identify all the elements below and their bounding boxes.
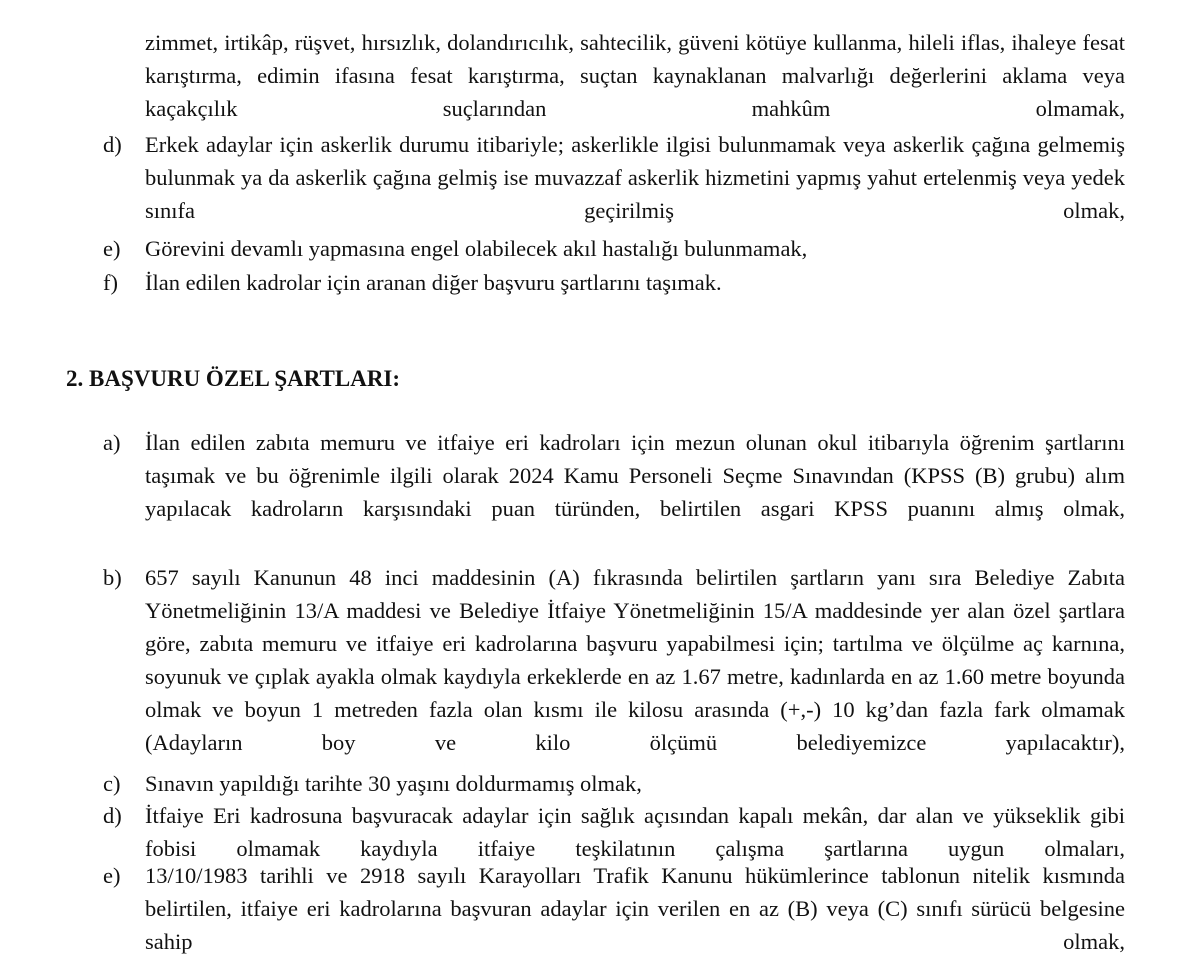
list-item-label: e)	[103, 236, 121, 261]
list-item-text: İlan edilen kadrolar için aranan diğer başvuru şartlarını taşımak.	[145, 270, 722, 295]
list-item-label: a)	[103, 430, 121, 455]
list-item-text: Erkek adaylar için askerlik durumu itibariyle; askerlikle ilgisi bulunmamak veya askerlik çağına gelmemiş bulunmak ya da askerlik çağına gelmiş ise muvazzaf askerlik hizmetini yapmış yahut ertelenmiş veya yedek sınıfa geçirilmiş olmak,	[145, 132, 1125, 223]
list-item-label: c)	[103, 771, 121, 796]
list-item	[103, 799, 1125, 865]
paragraph-continuation: zimmet, irtikâp, rüşvet, hırsızlık, dolandırıcılık, sahtecilik, güveni kötüye kullanma, hileli iflas, ihaleye fesat karıştırma, edimin ifasına fesat karıştırma, suçtan kaynaklanan malvarlığı değerlerini aklama veya kaçakçılık suçlarından mahkûm olmamak,	[145, 30, 1125, 121]
list-item	[103, 561, 1125, 759]
list-item-text: 13/10/1983 tarihli ve 2918 sayılı Karayolları Trafik Kanunu hükümlerince tablonun nitelik kısmında belirtilen, itfaiye eri kadrolarına başvuran adaylar için verilen en az (B) veya (C) sınıfı sürücü belgesine sahip olmak,	[145, 863, 1125, 954]
list-item	[103, 767, 1125, 800]
list-item-label: f)	[103, 270, 118, 295]
section-heading: 2. BAŞVURU ÖZEL ŞARTLARI:	[66, 366, 401, 391]
list-item-text: Görevini devamlı yapmasına engel olabilecek akıl hastalığı bulunmamak,	[145, 236, 808, 261]
list-item	[103, 128, 1125, 227]
list-item-label: d)	[103, 132, 122, 157]
list-item-text: 657 sayılı Kanunun 48 inci maddesinin (A) fıkrasında belirtilen şartların yanı sıra Belediye Zabıta Yönetmeliğinin 13/A maddesi ve Belediye İtfaiye Yönetmeliğinin 15/A maddesinde yer alan özel şartlara göre, zabıta memuru ve itfaiye eri kadrolarına başvuru yapabilmesi için; tartılma ve ölçülme aç karnına, soyunuk ve çıplak ayakla olmak kaydıyla erkeklerde en az 1.67 metre, kadınlarda en az 1.60 metre boyunda olmak ve boyun 1 metreden fazla olan kısmı ile kilosu arasında (+,-) 10 kg’dan fazla fark olmamak (Adayların boy ve kilo ölçümü belediyemizce yapılacaktır),	[145, 565, 1125, 755]
list-item-label: e)	[103, 863, 121, 888]
list-item-text: İtfaiye Eri kadrosuna başvuracak adaylar için sağlık açısından kapalı mekân, dar alan ve yükseklik gibi fobisi olmamak kaydıyla itfaiye teşkilatının çalışma şartlarına uygun olmaları,	[145, 803, 1125, 861]
list-item	[103, 859, 1125, 958]
list-item	[103, 266, 1125, 299]
list-item-label: d)	[103, 803, 122, 828]
list-item-label: b)	[103, 565, 122, 590]
list-item-text: İlan edilen zabıta memuru ve itfaiye eri kadroları için mezun olunan okul itibarıyla öğrenim şartlarını taşımak ve bu öğrenimle ilgili olarak 2024 Kamu Personeli Seçme Sınavından (KPSS (B) grubu) alım yapılacak kadroların karşısındaki puan türünden, belirtilen asgari KPSS puanını almış olmak,	[145, 430, 1125, 521]
list-item	[103, 232, 1125, 265]
list-item-text: Sınavın yapıldığı tarihte 30 yaşını doldurmamış olmak,	[145, 771, 642, 796]
list-item	[103, 426, 1125, 525]
